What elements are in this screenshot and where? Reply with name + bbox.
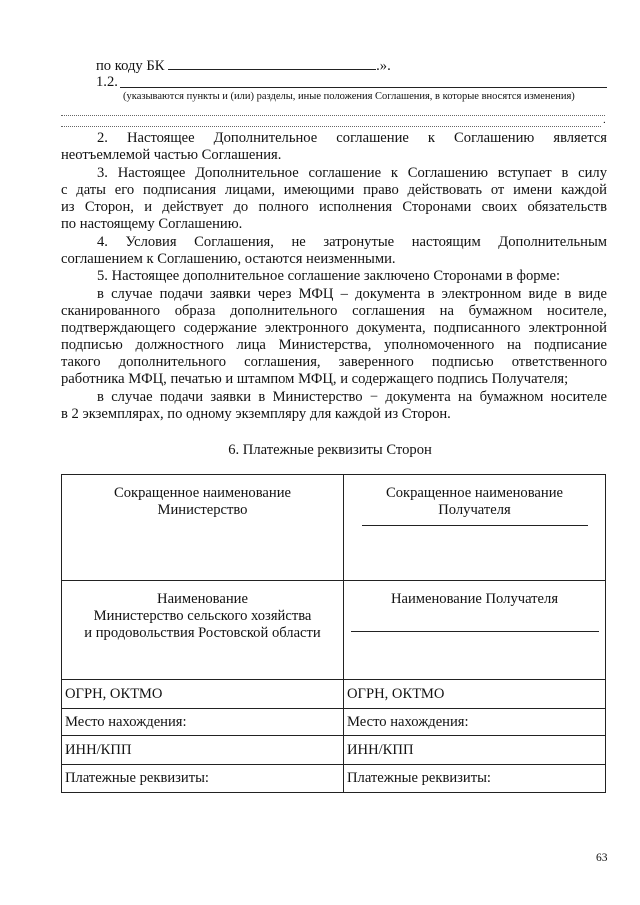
dotted-rule-2	[61, 126, 601, 127]
ogrn-recipient-cell: ОГРН, ОКТМО	[344, 680, 606, 709]
p2-line-1: 2. Настоящее Дополнительное соглашение к Соглашению является	[97, 130, 607, 146]
p5a-line-3: подтверждающего содержание электронного документа, подписанного электронной	[61, 320, 607, 336]
p5a-line-1: в случае подачи заявки через МФЦ – документа в электронном виде в виде	[97, 286, 607, 302]
short-name-recipient-label-2: Получателя	[438, 502, 511, 518]
payment-ministry-cell: Платежные реквизиты:	[62, 765, 344, 793]
p2-line-2: неотъемлемой частью Соглашения.	[61, 147, 282, 163]
name-recipient-blank	[351, 631, 599, 632]
dotted-rule-end: .	[603, 114, 606, 126]
name-ministry-line-1: Министерство сельского хозяйства	[93, 608, 312, 624]
page-number: 63	[596, 852, 608, 864]
p5a-line-6: работника МФЦ, печатью и штампом МФЦ, и содержащего подпись Получателя;	[61, 371, 569, 387]
dotted-rule-1	[61, 115, 605, 116]
location-recipient-cell: Место нахождения:	[344, 709, 606, 736]
p5a-line-5: такого дополнительного соглашения, заверенного подписью ответственного	[61, 354, 607, 370]
short-name-ministry-cell	[62, 475, 344, 581]
p3-line-2: с даты его подписания лицами, имеющими право действовать от имени каждой	[61, 182, 607, 198]
item-1-2-label: 1.2.	[96, 74, 118, 90]
short-name-ministry-label-1: Сокращенное наименование	[113, 485, 292, 501]
p3-line-4: по настоящему Соглашению.	[61, 216, 243, 232]
table-row	[62, 709, 606, 736]
name-ministry-cell	[62, 581, 344, 680]
item-1-2-blank	[120, 87, 607, 88]
short-name-ministry-label-2: Министерство	[157, 502, 248, 518]
ogrn-ministry-cell: ОГРН, ОКТМО	[62, 680, 344, 709]
name-recipient-label: Наименование Получателя	[390, 591, 559, 607]
section-6-heading: 6. Платежные реквизиты Сторон	[228, 442, 432, 458]
short-name-recipient-cell	[344, 475, 606, 581]
table-row	[62, 475, 606, 581]
table-row	[62, 581, 606, 680]
requisites-table	[61, 474, 606, 793]
p5b-line-2: в 2 экземплярах, по одному экземпляру для каждой из Сторон.	[61, 406, 451, 422]
location-ministry-cell: Место нахождения:	[62, 709, 344, 736]
p3-line-1: 3. Настоящее Дополнительное соглашение к Соглашению вступает в силу	[97, 165, 607, 181]
short-name-recipient-blank	[362, 525, 588, 526]
p4-line-1: 4. Условия Соглашения, не затронутые настоящим Дополнительным	[97, 234, 607, 250]
table-row	[62, 765, 606, 793]
bk-code-blank	[168, 57, 376, 70]
name-ministry-label: Наименование	[157, 591, 248, 607]
p5a-line-2: сканированного образа дополнительного соглашения на бумажном носителе,	[61, 303, 607, 319]
p5-line-1: 5. Настоящее дополнительное соглашение заключено Сторонами в форме:	[97, 268, 561, 284]
inn-recipient-cell: ИНН/КПП	[344, 736, 606, 765]
payment-recipient-cell: Платежные реквизиты:	[344, 765, 606, 793]
inn-ministry-cell: ИНН/КПП	[62, 736, 344, 765]
short-name-recipient-label-1: Сокращенное наименование	[385, 485, 564, 501]
table-row	[62, 736, 606, 765]
p5b-line-1: в случае подачи заявки в Министерство − документа на бумажном носителе	[97, 389, 607, 405]
bk-code-line	[96, 57, 391, 75]
p5a-line-4: подписью должностного лица Министерства, уполномоченного на подписание	[61, 337, 607, 353]
table-row	[62, 680, 606, 709]
name-recipient-cell	[344, 581, 606, 680]
bk-code-prefix: по коду БК	[96, 58, 165, 74]
p4-line-2: соглашением к Соглашению, остаются неизменными.	[61, 251, 396, 267]
name-ministry-line-2: и продовольствия Ростовской области	[84, 625, 321, 641]
changes-note: (указываются пункты и (или) разделы, иные положения Соглашения, в которые вносятся изменения)	[123, 91, 575, 102]
bk-code-suffix: .».	[376, 58, 391, 74]
p3-line-3: из Сторон, и действует до полного исполнения Сторонами своих обязательств	[61, 199, 607, 215]
